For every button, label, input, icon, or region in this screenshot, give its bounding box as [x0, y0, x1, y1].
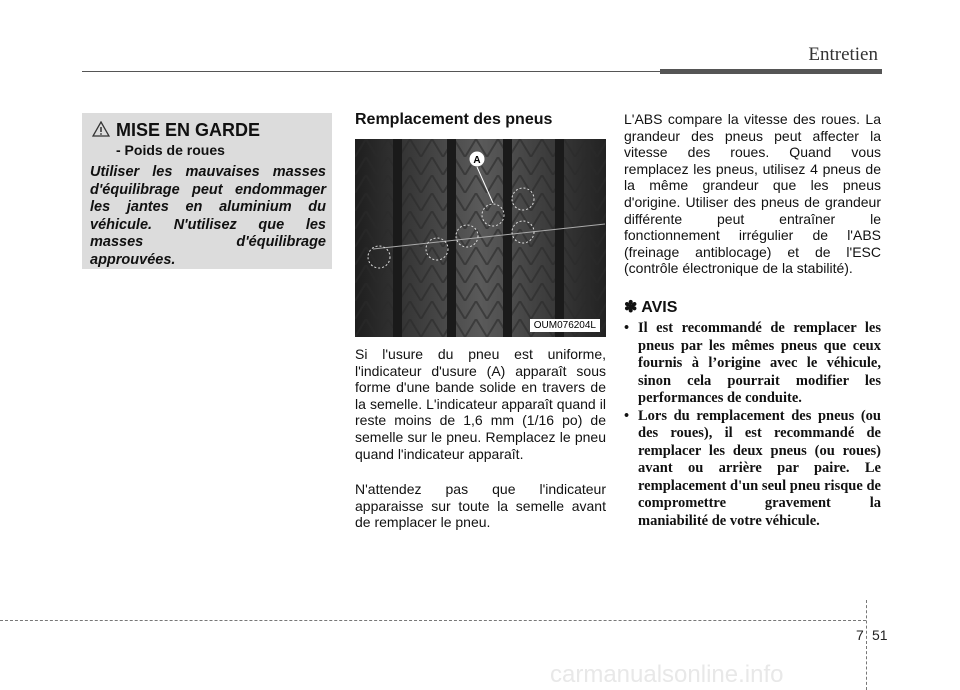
paragraph-abs: L'ABS compare la vitesse des roues. La grandeur des pneus peut affecter la vitesse des roues. Quand vous remplacez les pneus, utilisez 4 pneus de la même grandeur que les pneus d'origine. Utiliser des pneus de grandeur différente peut entraîner le fonctionnement irrégulier de l'ABS (freinage antiblocage) et de l'ESC (contrôle électronique de la stabilité). — [624, 111, 881, 277]
warning-body: Utiliser les mauvaises masses d'équilibrage peut endommager les jantes en aluminium du véhicule. N'utilisez que les masses d'équilibrage approuvées. — [90, 164, 326, 268]
list-item — [624, 320, 881, 408]
header-rule-accent — [660, 69, 882, 74]
figure-code: OUM076204L — [530, 319, 600, 332]
paragraph-replace: N'attendez pas que l'indicateur apparaisse sur toute la semelle avant de remplacer le pneu. — [355, 481, 606, 531]
page-number: 51 — [872, 627, 888, 643]
footer-rule — [0, 620, 866, 621]
tire-tread-illustration — [355, 139, 606, 337]
warning-box — [82, 113, 332, 269]
list-item — [624, 408, 881, 531]
warning-triangle-icon — [92, 121, 110, 137]
avis-list — [624, 320, 881, 530]
warning-title: MISE EN GARDE — [116, 120, 261, 140]
paragraph-indicator: Si l'usure du pneu est uniforme, l'indicateur d'usure (A) apparaît sous forme d'une bande solide en travers de la semelle. L'indicateur apparaît quand il reste moins de 1,6 mm (1/16 po) de semelle sur le pneu. Remplacez le pneu quand l'indicateur apparaît. — [355, 346, 606, 462]
footer-divider — [866, 600, 867, 690]
chapter-number: 7 — [856, 627, 864, 643]
figure-callout-a: A — [473, 155, 481, 166]
section-heading: Remplacement des pneus — [355, 111, 553, 128]
watermark: carmanualsonline.info — [550, 661, 784, 688]
tire-tread-figure — [355, 139, 606, 337]
list-item-text: Lors du remplacement des pneus (ou des roues), il est recommandé de remplacer les deux pneus (ou roues) avant ou arrière par paire. Le remplacement d'un seul pneu risque de compromettre gravement la maniabilité de votre véhicule. — [638, 407, 881, 529]
bullet-glyph: • — [624, 407, 630, 424]
warning-subtitle: - Poids de roues — [116, 142, 225, 158]
header-title: Entretien — [808, 44, 878, 65]
avis-heading: ✽ AVIS — [624, 299, 678, 316]
list-item-text: Il est recommandé de remplacer les pneus par les mêmes pneus que ceux fournis à l’origine avec le véhicule, sinon cela pourrait modifier les performances de conduite. — [638, 320, 881, 406]
bullet-glyph: • — [624, 320, 630, 336]
